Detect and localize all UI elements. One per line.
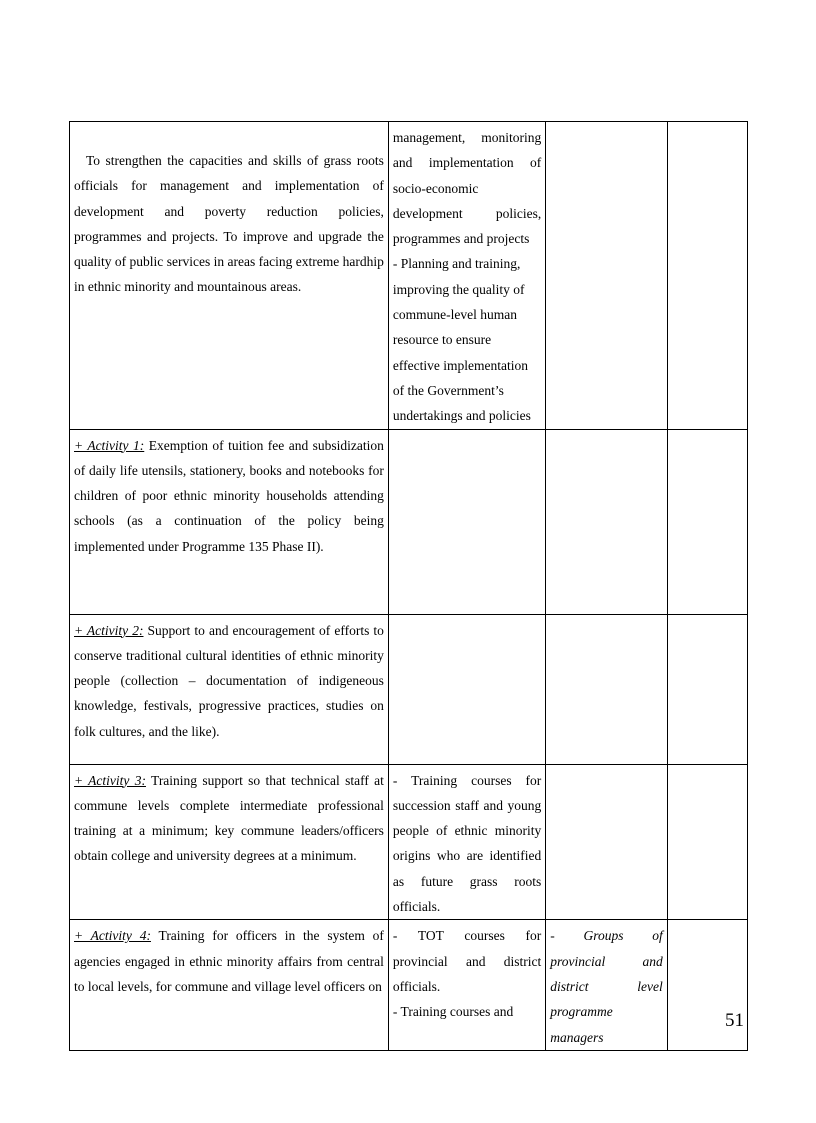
table-row (70, 429, 748, 614)
activity-4-outputs-cell (388, 920, 545, 1050)
outputs-cell (388, 122, 545, 430)
document-table (69, 121, 748, 1051)
activity-3-label: + Activity 3: (74, 772, 146, 788)
activity-1-cell (70, 429, 389, 614)
activity-3-outputs-cell: - Training courses for succession staff and young people of ethnic minority origins who are identified as future grass roots officials. (388, 764, 545, 920)
activity-4-output-1: - TOT courses for provincial and district officials. (392, 928, 542, 994)
empty-cell (546, 429, 667, 614)
empty-cell (388, 614, 545, 764)
objective-cell (70, 122, 389, 430)
empty-cell (667, 614, 747, 764)
table-row (70, 614, 748, 764)
activity-4-cell (70, 920, 389, 1050)
page-number: 51 (725, 1010, 744, 1031)
empty-cell (667, 429, 747, 614)
activity-3-cell (70, 764, 389, 920)
activity-2-text: Support to and encouragement of efforts to conserve traditional cultural identities of ethnic minority people (collection – documentation of indigeneous knowledge, festivals, progressive practices, studies on folk cultures, and the like). (74, 622, 384, 739)
empty-cell (667, 122, 747, 430)
table-row (70, 122, 748, 430)
activity-1-text: Exemption of tuition fee and subsidization of daily life utensils, stationery, books and notebooks for children of poor ethnic minority households attending schools (as a continuation of the policy being implemented under Programme 135 Phase II). (74, 437, 384, 554)
activity-2-label: + Activity 2: (74, 622, 144, 638)
activity-1-label: + Activity 1: (74, 437, 145, 453)
outputs-text-1: management, monitoring and implementation of socio-economic development policies, programmes and projects (392, 130, 542, 247)
table-row (70, 920, 748, 1050)
outputs-text-2: - Planning and training, improving the quality of commune-level human resource to ensure effective implementation of the Government’s undertakings and policies (392, 256, 531, 424)
empty-cell (546, 614, 667, 764)
empty-cell (388, 429, 545, 614)
empty-cell (546, 764, 667, 920)
activity-4-text: Training for officers in the system of agencies engaged in ethnic minority affairs from central to local levels, for commune and village level officers on (74, 928, 384, 994)
objective-text: To strengthen the capacities and skills of grass roots officials for management and implementation of development and poverty reduction policies, programmes and projects. To improve and upgrade the quality of public services in areas facing extreme hardhip in ethnic minority and mountainous areas. (74, 153, 384, 295)
activity-4-target-cell: - Groups of provincial and district level programme managers (546, 920, 667, 1050)
empty-cell (546, 122, 667, 430)
activity-2-cell (70, 614, 389, 764)
empty-cell (667, 764, 747, 920)
activity-3-text: Training support so that technical staff at commune levels complete intermediate professional training at a minimum; key commune leaders/officers obtain college and university degrees at a minimum. (74, 772, 384, 864)
table-row (70, 764, 748, 920)
activity-4-label: + Activity 4: (74, 928, 151, 944)
activity-4-output-2: - Training courses and (392, 1004, 514, 1020)
